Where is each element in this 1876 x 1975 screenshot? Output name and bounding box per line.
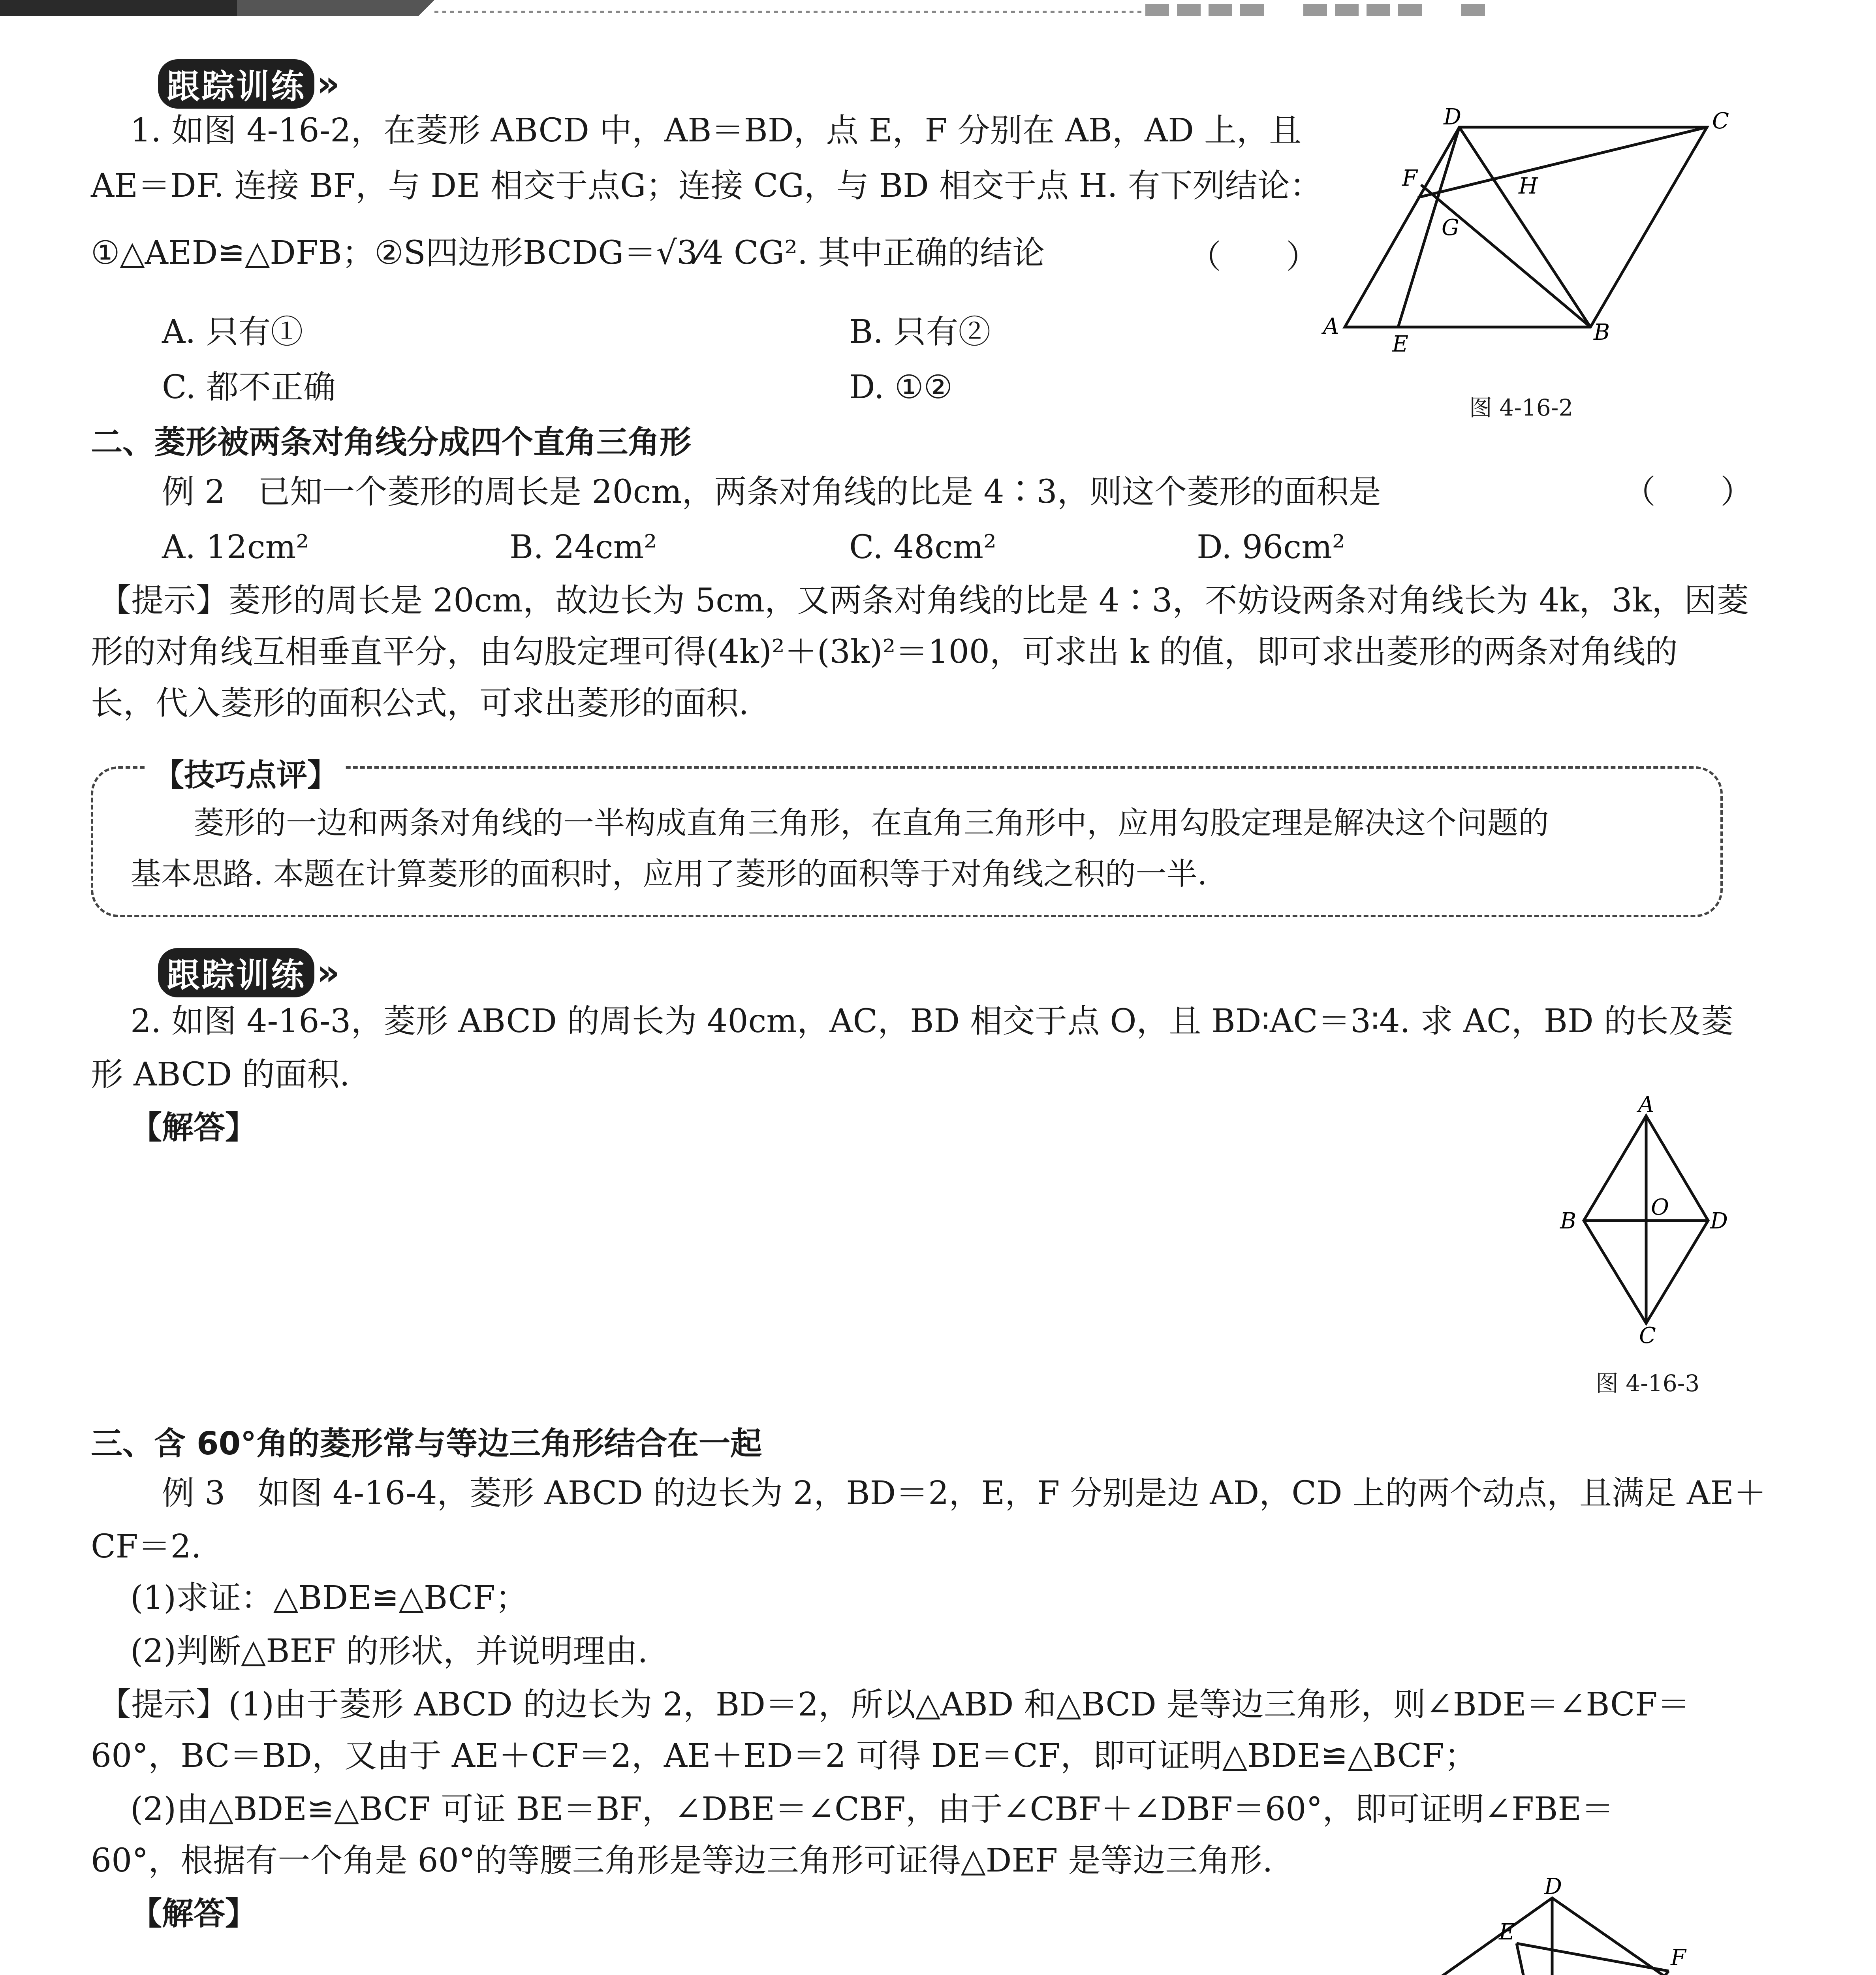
fig2-label-h: H — [1519, 173, 1538, 199]
fig3-label-d: D — [1710, 1208, 1728, 1234]
q2-line1: 2. 如图 4-16-3，菱形 ABCD 的周长为 40cm，AC，BD 相交于点 O，且 BD∶AC＝3∶4. 求 AC，BD 的长及菱 — [130, 1003, 1733, 1040]
example-3-line2: CF＝2. — [91, 1528, 201, 1565]
fig4-label-d: D — [1544, 1874, 1562, 1900]
figure-4-16-3-caption: 图 4-16-3 — [1596, 1370, 1700, 1397]
figure-4-16-4 — [1363, 1874, 1738, 1975]
fig3-label-o: O — [1651, 1194, 1669, 1220]
q1-line3: ①△AED≌△DFB；②S四边形BCDG＝√3⁄4 CG². 其中正确的结论 — [91, 234, 1045, 272]
q2-line2: 形 ABCD 的面积. — [91, 1056, 350, 1093]
top-decoration-band — [0, 0, 1876, 24]
example-2-hint-line3: 长，代入菱形的面积公式，可求出菱形的面积. — [91, 685, 749, 722]
example-2-stem: 例 2 已知一个菱形的周长是 20cm，两条对角线的比是 4∶3，则这个菱形的面积是 — [162, 473, 1381, 511]
tip-box-1-line2: 基本思路. 本题在计算菱形的面积时，应用了菱形的面积等于对角线之积的一半. — [130, 856, 1207, 892]
example-2-option-a: A. 12cm² — [162, 529, 309, 566]
example-2-hint-line1: 【提示】菱形的周长是 20cm，故边长为 5cm，又两条对角线的比是 4∶3，不妨设两条对角线长为 4k，3k，因菱 — [99, 582, 1749, 619]
figure-4-16-2 — [1303, 99, 1758, 375]
fig2-label-g: G — [1442, 215, 1459, 241]
example-3-answer-label: 【解答】 — [130, 1895, 257, 1932]
fig2-label-a: A — [1323, 314, 1339, 339]
fig2-label-c: C — [1712, 108, 1729, 134]
tip-box-1-label: 【技巧点评】 — [146, 750, 345, 795]
q1-option-d: D. ①② — [849, 369, 953, 406]
tracking-label: 跟踪训练 — [158, 59, 314, 109]
tip-box-1-text — [130, 798, 1694, 899]
example-3-line1: 例 3 如图 4-16-4，菱形 ABCD 的边长为 2，BD＝2，E，F 分别是边 AD，CD 上的两个动点，且满足 AE＋ — [162, 1475, 1766, 1512]
tracking-heading-2 — [158, 948, 340, 997]
tracking-label-2: 跟踪训练 — [158, 948, 314, 997]
tip-box-1-line1: 菱形的一边和两条对角线的一半构成直角三角形，在直角三角形中，应用勾股定理是解决这个问题的 — [194, 805, 1549, 841]
fig3-label-b: B — [1560, 1208, 1577, 1234]
figure-4-16-3 — [1540, 1092, 1728, 1349]
q1-line1: 1. 如图 4-16-2，在菱形 ABCD 中，AB＝BD，点 E，F 分别在 AB，AD 上，且 — [130, 112, 1302, 149]
fig3-label-c: C — [1639, 1323, 1656, 1349]
q2-answer-label: 【解答】 — [130, 1109, 257, 1146]
example-3-hint-line1: 【提示】(1)由于菱形 ABCD 的边长为 2，BD＝2，所以△ABD 和△BCD 是等边三角形，则∠BDE＝∠BCF＝ — [99, 1686, 1690, 1723]
example-2-hint-line2: 形的对角线互相垂直平分，由勾股定理可得(4k)²＋(3k)²＝100，可求出 k 的值，即可求出菱形的两条对角线的 — [91, 633, 1678, 671]
section-2-title: 二、菱形被两条对角线分成四个直角三角形 — [91, 424, 691, 461]
q1-answer-paren: （ ） — [1189, 238, 1319, 276]
fig2-label-b: B — [1594, 320, 1610, 345]
fig4-label-e: E — [1499, 1919, 1515, 1945]
fig2-label-f: F — [1402, 166, 1417, 191]
q1-option-a: A. 只有① — [162, 313, 303, 351]
example-3-hint-line4: 60°，根据有一个角是 60°的等腰三角形是等边三角形可证得△DEF 是等边三角形. — [91, 1842, 1273, 1879]
section-3-title: 三、含 60°角的菱形常与等边三角形结合在一起 — [91, 1425, 762, 1462]
fig4-label-f: F — [1671, 1945, 1686, 1971]
example-3-hint-line2: 60°，BC＝BD，又由于 AE＋CF＝2，AE＋ED＝2 可得 DE＝CF，即可证明△BDE≌△BCF； — [91, 1737, 1477, 1775]
example-3-part1: (1)求证：△BDE≌△BCF； — [130, 1579, 528, 1617]
double-chevron-icon-2: » — [317, 952, 340, 993]
fig3-label-a: A — [1638, 1092, 1654, 1117]
fig2-label-e: E — [1392, 331, 1408, 357]
figure-4-16-2-caption: 图 4-16-2 — [1469, 394, 1573, 421]
tracking-heading-1 — [158, 59, 340, 109]
example-2-answer-paren: （ ） — [1623, 473, 1753, 511]
double-chevron-icon: » — [317, 63, 340, 105]
q1-line2: AE＝DF. 连接 BF，与 DE 相交于点G；连接 CG，与 BD 相交于点 H. 有下列结论： — [91, 167, 1322, 205]
example-2-option-c: C. 48cm² — [849, 529, 996, 566]
q1-option-b: B. 只有② — [849, 313, 991, 351]
example-3-hint-line3: (2)由△BDE≌△BCF 可证 BE＝BF，∠DBE＝∠CBF，由于∠CBF＋∠DBF＝60°，即可证明∠FBE＝ — [130, 1791, 1614, 1828]
fig2-label-d: D — [1444, 104, 1461, 130]
example-3-part2: (2)判断△BEF 的形状，并说明理由. — [130, 1633, 648, 1670]
q1-option-c: C. 都不正确 — [162, 369, 336, 406]
example-2-option-b: B. 24cm² — [509, 529, 657, 566]
example-2-option-d: D. 96cm² — [1197, 529, 1345, 566]
